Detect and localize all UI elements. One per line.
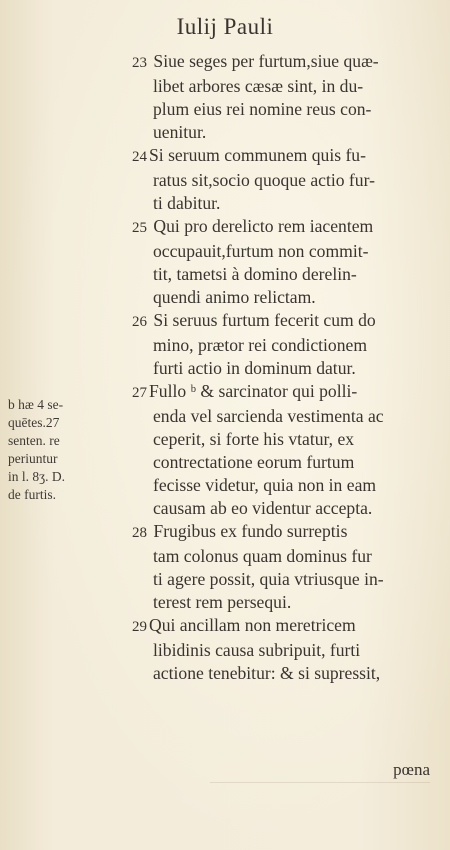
catchword: pœna	[393, 760, 430, 779]
item-line: tam colonus quam dominus fur	[153, 546, 372, 566]
item-number: 24	[132, 149, 147, 165]
item-line: occupauit,furtum non commit-	[153, 241, 369, 261]
item-number: 26	[132, 314, 147, 330]
item-line: mino, prætor rei condictionem	[153, 335, 368, 355]
item-number: 28	[132, 525, 147, 541]
item-line: causam ab eo videntur accepta.	[153, 498, 373, 518]
running-head: Iulij Pauli	[176, 14, 274, 39]
margin-note-line: periuntur	[8, 451, 58, 466]
item-line: Qui pro derelicto rem iacentem	[153, 216, 374, 236]
item-line: tit, tametsi à domino derelin-	[153, 264, 357, 284]
item-line: terest rem persequi.	[153, 592, 292, 612]
item-line: actione tenebitur: & si supressit,	[153, 663, 381, 683]
item-number: 25	[132, 220, 147, 236]
item-line: Siue seges per furtum,siue quæ-	[153, 51, 379, 71]
item-24	[132, 144, 432, 215]
item-line: ceperit, si forte his vtatur, ex	[153, 429, 355, 449]
item-27	[132, 380, 432, 520]
item-number: 27	[132, 385, 147, 401]
item-line: libet arbores cæsæ sint, in du-	[153, 76, 364, 96]
item-line: ti dabitur.	[153, 193, 221, 213]
margin-note-line: de furtis.	[8, 487, 56, 502]
item-line: Fullo ᵇ & sarcinator qui polli-	[149, 381, 358, 401]
item-29	[132, 614, 432, 685]
item-25	[132, 215, 432, 309]
item-line: Qui ancillam non meretricem	[149, 615, 356, 635]
item-number: 29	[132, 619, 147, 635]
item-line: uenitur.	[153, 122, 207, 142]
item-28	[132, 520, 432, 614]
margin-note-line: quētes.27	[8, 415, 60, 430]
margin-note-line: in l. 8ʒ. D.	[8, 469, 65, 484]
item-number: 23	[132, 55, 147, 71]
item-line: libidinis causa subripuit, furti	[153, 640, 361, 660]
item-line: furti actio in dominum datur.	[153, 358, 356, 378]
item-line: Frugibus ex fundo surreptis	[153, 521, 348, 541]
item-line: quendi animo relictam.	[153, 287, 316, 307]
margin-note-line: b hæ 4 se-	[8, 397, 64, 412]
text-body	[132, 50, 432, 685]
item-line: ti agere possit, quia vtriusque in-	[153, 569, 384, 589]
item-line: fecisse videtur, quia non in eam	[153, 475, 377, 495]
bleed-through-rule	[210, 782, 430, 783]
item-line: ratus sit,socio quoque actio fur-	[153, 170, 375, 190]
margin-note-line: senten. re	[8, 433, 60, 448]
item-26	[132, 309, 432, 380]
item-line: Si seruum communem quis fu-	[149, 145, 366, 165]
item-line: plum eius rei nomine reus con-	[153, 99, 372, 119]
item-line: enda vel sarcienda vestimenta ac	[153, 406, 384, 426]
item-line: Si seruus furtum fecerit cum do	[153, 310, 376, 330]
item-23	[132, 50, 432, 144]
margin-note	[8, 396, 128, 504]
item-line: contrectatione eorum furtum	[153, 452, 355, 472]
